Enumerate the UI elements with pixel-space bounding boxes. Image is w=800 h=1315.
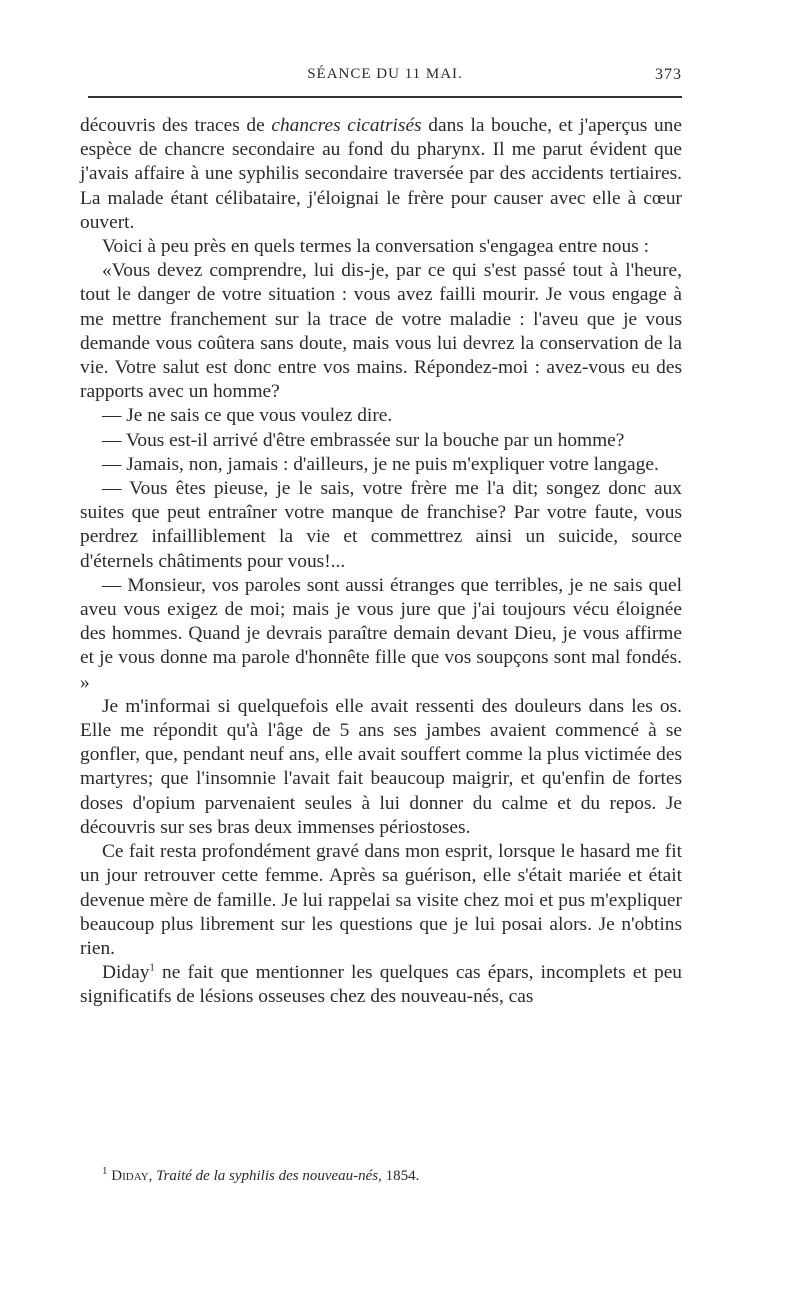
paragraph: [80, 235, 682, 259]
header-rule: [88, 96, 682, 98]
paragraph: [80, 840, 682, 961]
page-number: 373: [655, 66, 682, 83]
text-run: — Vous êtes pieuse, je le sais, votre frère me l'a dit; songez donc aux suites que peut entraîner votre manque de franchise? Par votre faute, vous perdrez infailliblement la vie et commettrez ainsi un suicide, source d'éternels châtiments pour vous!...: [80, 478, 682, 572]
footnote-author: Diday,: [111, 1168, 153, 1184]
paragraph: [80, 429, 682, 453]
page-header: [88, 66, 682, 90]
paragraph: [80, 453, 682, 477]
paragraph: [80, 477, 682, 574]
text-run: Diday: [102, 962, 150, 984]
paragraph: [80, 961, 682, 1009]
text-run: ne fait que mentionner les quelques cas épars, incomplets et peu significatifs de lésions osseuses chez des nouveau-nés, cas: [80, 962, 682, 1008]
footnote-year: 1854.: [385, 1168, 420, 1184]
paragraph: [80, 695, 682, 840]
text-run: Je m'informai si quelquefois elle avait ressenti des douleurs dans les os. Elle me répondit qu'à l'âge de 5 ans ses jambes avaient commencé à se gonfler, que, pendant neuf ans, elle avait souffert comme la plus victimée des martyres; que l'insomnie l'avait fait beaucoup maigrir, et qu'enfin de fortes doses d'opium parvenaient seules à lui donner du calme et du repos. Je découvris sur ses bras deux immenses périostoses.: [80, 695, 682, 838]
footnote-title: Traité de la syphilis des nouveau-nés,: [156, 1168, 382, 1184]
text-run: Ce fait resta profondément gravé dans mon esprit, lorsque le hasard me fit un jour retrouver cette femme. Après sa guérison, elle s'était mariée et était devenue mère de famille. Je lui rappelai sa visite chez moi et pus m'expliquer beaucoup plus librement sur les questions que je lui posai alors. Je n'obtins rien.: [80, 841, 682, 959]
text-run: — Jamais, non, jamais : d'ailleurs, je ne puis m'expliquer votre langage.: [102, 453, 659, 475]
text-run: découvris des traces de: [80, 115, 272, 136]
text-run: — Monsieur, vos paroles sont aussi étranges que terribles, je ne sais quel aveu vous exigez de moi; mais je vous jure que j'ai toujours vécu éloignée des hommes. Quand je devrais paraître demain devant Dieu, je vous affirme et je vous donne ma parole d'honnête fille que vos soupçons sont mal fondés. »: [80, 574, 682, 693]
text-run: — Je ne sais ce que vous voulez dire.: [102, 405, 393, 427]
text-run: dans la bouche, et j'aperçus une espèce de chancre secondaire au fond du pharynx. Il me parut évident que j'avais affaire à une syphilis secondaire traversée par des accidents tertiaires. La malade étant célibataire, j'éloignai le frère pour causer avec elle à cœur ouvert.: [80, 115, 682, 233]
paragraph: [80, 114, 682, 235]
footnote-ref: 1: [149, 961, 155, 974]
paragraph: [80, 259, 682, 404]
paragraph: [80, 404, 682, 428]
text-run: chancres cicatrisés: [271, 115, 422, 136]
body-text: [80, 114, 682, 1010]
text-run: Voici à peu près en quels termes la conversation s'engagea entre nous :: [102, 236, 649, 258]
footnote: [80, 1165, 682, 1185]
paragraph: [80, 574, 682, 695]
text-run: «Vous devez comprendre, lui dis-je, par ce qui s'est passé tout à l'heure, tout le danger de votre situation : vous avez failli mourir. Je vous engage à me mettre franchement sur la trace de votre maladie : l'aveu que je vous demande vous coûtera sans doute, mais vous lui devrez la conservation de la vie. Votre salut est donc entre vos mains. Répondez-moi : avez-vous eu des rapports avec un homme?: [80, 260, 682, 403]
text-run: — Vous est-il arrivé d'être embrassée sur la bouche par un homme?: [102, 429, 625, 451]
footnote-marker: 1: [102, 1165, 108, 1177]
running-title: SÉANCE DU 11 MAI.: [307, 66, 463, 82]
